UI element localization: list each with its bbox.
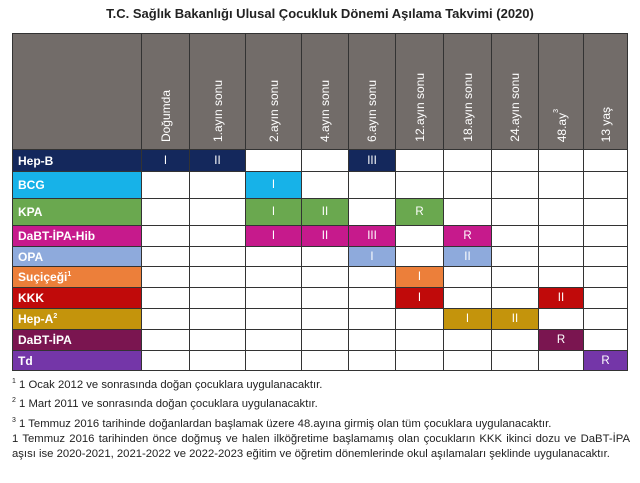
vaccine-label: Hep-B (18, 153, 54, 168)
empty-cell (142, 330, 190, 351)
dose-cell: I (246, 226, 302, 247)
vaccine-name (13, 172, 142, 199)
empty-cell (539, 267, 584, 288)
empty-cell (142, 172, 190, 199)
vaccine-name (13, 309, 142, 330)
empty-cell (349, 172, 396, 199)
column-label: 48.ay (555, 112, 569, 142)
empty-cell (246, 267, 302, 288)
vaccine-label: DaBT-İPA (18, 333, 72, 347)
empty-cell (190, 351, 246, 371)
column-label: 2.ayın sonu (266, 79, 281, 142)
empty-cell (142, 199, 190, 226)
empty-cell (302, 309, 349, 330)
empty-cell (246, 150, 302, 172)
vaccine-label: BCG (18, 178, 45, 192)
empty-cell (444, 150, 492, 172)
header-corner (13, 34, 142, 150)
empty-cell (142, 309, 190, 330)
empty-cell (584, 267, 628, 288)
vaccine-label: Hep-A (18, 312, 54, 326)
column-label: 4.ayın sonu (318, 79, 332, 142)
dose-cell: I (246, 199, 302, 226)
dose-cell: II (190, 150, 246, 172)
empty-cell (349, 288, 396, 309)
dose-cell: III (349, 226, 396, 247)
empty-cell (190, 267, 246, 288)
empty-cell (539, 150, 584, 172)
empty-cell (142, 351, 190, 371)
vaccine-name (13, 226, 142, 247)
empty-cell (246, 247, 302, 267)
empty-cell (142, 288, 190, 309)
dose-cell: I (396, 288, 444, 309)
column-label: Doğumda (158, 89, 173, 142)
column-header (190, 34, 246, 150)
dose-cell: I (444, 309, 492, 330)
empty-cell (492, 330, 539, 351)
empty-cell (584, 288, 628, 309)
empty-cell (492, 199, 539, 226)
empty-cell (396, 226, 444, 247)
vaccine-name (13, 288, 142, 309)
empty-cell (190, 172, 246, 199)
footnote (12, 413, 630, 432)
empty-cell (539, 199, 584, 226)
table-row (13, 150, 628, 172)
empty-cell (302, 150, 349, 172)
footnote-marker: 1 (67, 271, 72, 278)
table-row (13, 351, 628, 371)
column-label: 6.ayın sonu (365, 79, 379, 142)
empty-cell (246, 330, 302, 351)
dose-cell: I (142, 150, 190, 172)
footnote (12, 374, 630, 393)
empty-cell (584, 150, 628, 172)
empty-cell (492, 172, 539, 199)
footnote-marker: 3 (12, 416, 16, 424)
empty-cell (444, 199, 492, 226)
dose-cell: II (539, 288, 584, 309)
empty-cell (246, 351, 302, 371)
empty-cell (539, 309, 584, 330)
empty-cell (302, 351, 349, 371)
dose-cell: R (584, 351, 628, 371)
empty-cell (539, 247, 584, 267)
empty-cell (190, 226, 246, 247)
empty-cell (246, 309, 302, 330)
empty-cell (302, 172, 349, 199)
empty-cell (142, 247, 190, 267)
dose-cell: I (349, 247, 396, 267)
column-header (396, 34, 444, 150)
table-row (13, 309, 628, 330)
empty-cell (539, 351, 584, 371)
empty-cell (444, 330, 492, 351)
empty-cell (396, 330, 444, 351)
column-header (302, 34, 349, 150)
vaccine-name (13, 199, 142, 226)
empty-cell (492, 150, 539, 172)
header-row (13, 34, 628, 150)
vaccine-name (13, 351, 142, 371)
footnote-marker: 3 (553, 108, 560, 113)
column-header (349, 34, 396, 150)
column-header (492, 34, 539, 150)
empty-cell (190, 199, 246, 226)
empty-cell (349, 351, 396, 371)
column-header (584, 34, 628, 150)
vaccine-label: OPA (18, 249, 44, 264)
dose-cell: R (539, 330, 584, 351)
empty-cell (584, 172, 628, 199)
column-header (246, 34, 302, 150)
table-row (13, 267, 628, 288)
vaccine-name (13, 267, 142, 288)
vaccine-label: Suçiçeği (18, 270, 68, 284)
empty-cell (349, 309, 396, 330)
empty-cell (142, 226, 190, 247)
empty-cell (349, 199, 396, 226)
empty-cell (444, 172, 492, 199)
empty-cell (444, 351, 492, 371)
empty-cell (396, 309, 444, 330)
empty-cell (584, 247, 628, 267)
empty-cell (190, 309, 246, 330)
footnotes (12, 374, 630, 463)
empty-cell (492, 267, 539, 288)
empty-cell (396, 351, 444, 371)
dose-cell: II (302, 226, 349, 247)
empty-cell (396, 247, 444, 267)
empty-cell (142, 267, 190, 288)
column-label: 18.ayın sonu (460, 73, 475, 142)
vaccine-name (13, 330, 142, 351)
empty-cell (302, 247, 349, 267)
empty-cell (492, 226, 539, 247)
footnote-text: 1 Mart 2011 ve sonrasında doğan çocuklara uygulanacaktır. (19, 398, 318, 411)
dose-cell: III (349, 150, 396, 172)
table-row (13, 199, 628, 226)
dose-cell: II (492, 309, 539, 330)
empty-cell (584, 330, 628, 351)
table-row (13, 330, 628, 351)
empty-cell (190, 288, 246, 309)
empty-cell (584, 309, 628, 330)
empty-cell (444, 288, 492, 309)
footnote-text: 1 Ocak 2012 ve sonrasında doğan çocuklara uygulanacaktır. (19, 378, 323, 391)
dose-cell: R (396, 199, 444, 226)
empty-cell (349, 267, 396, 288)
dose-cell: I (246, 172, 302, 199)
table-row (13, 247, 628, 267)
vaccination-schedule-table (12, 33, 628, 371)
empty-cell (396, 172, 444, 199)
dose-cell: II (302, 199, 349, 226)
footnote-marker: 2 (53, 313, 58, 320)
empty-cell (492, 247, 539, 267)
column-label: 12.ayın sonu (412, 73, 427, 142)
empty-cell (584, 226, 628, 247)
vaccine-label: Td (18, 353, 33, 368)
footnote-marker: 1 (12, 378, 16, 385)
footnote-extra: 1 Temmuz 2016 tarihinden önce doğmuş ve halen ilköğretime başlamamış olan çocukların KKK ikinci dozu ve DaBT-İPA aşısı ise 2020-2021, 2021-2022 ve 2022-2023 eğitim ve öğretim dönemlerinde okul aşılamaları şeklinde uygulanacaktır. (12, 432, 630, 461)
vaccine-label: DaBT-İPA-Hib (18, 229, 96, 243)
table-row (13, 172, 628, 199)
vaccine-label: KPA (18, 205, 43, 219)
column-header (142, 34, 190, 150)
vaccine-label: KKK (18, 291, 44, 305)
empty-cell (302, 330, 349, 351)
empty-cell (396, 150, 444, 172)
empty-cell (492, 351, 539, 371)
column-label: 1.ayın sonu (210, 79, 225, 142)
empty-cell (492, 288, 539, 309)
column-label: 13 yaş (598, 106, 613, 142)
empty-cell (539, 172, 584, 199)
empty-cell (302, 288, 349, 309)
vaccine-name (13, 247, 142, 267)
table-row (13, 288, 628, 309)
column-header (444, 34, 492, 150)
empty-cell (190, 330, 246, 351)
column-label: 24.ayın sonu (508, 73, 522, 142)
footnote-marker: 2 (12, 397, 16, 405)
footnote (12, 393, 630, 412)
empty-cell (349, 330, 396, 351)
vaccine-name (13, 150, 142, 172)
dose-cell: II (444, 247, 492, 267)
column-header (539, 34, 584, 150)
empty-cell (246, 288, 302, 309)
footnote-text: 1 Temmuz 2016 tarihinde doğanlardan başlamak üzere 48.ayına girmiş olan tüm çocuklara uygulanacaktır. (19, 417, 552, 430)
empty-cell (539, 226, 584, 247)
dose-cell: R (444, 226, 492, 247)
table-row (13, 226, 628, 247)
dose-cell: I (396, 267, 444, 288)
page-title: T.C. Sağlık Bakanlığı Ulusal Çocukluk Dönemi Aşılama Takvimi (2020) (106, 6, 534, 21)
empty-cell (444, 267, 492, 288)
empty-cell (302, 267, 349, 288)
empty-cell (190, 247, 246, 267)
empty-cell (584, 199, 628, 226)
